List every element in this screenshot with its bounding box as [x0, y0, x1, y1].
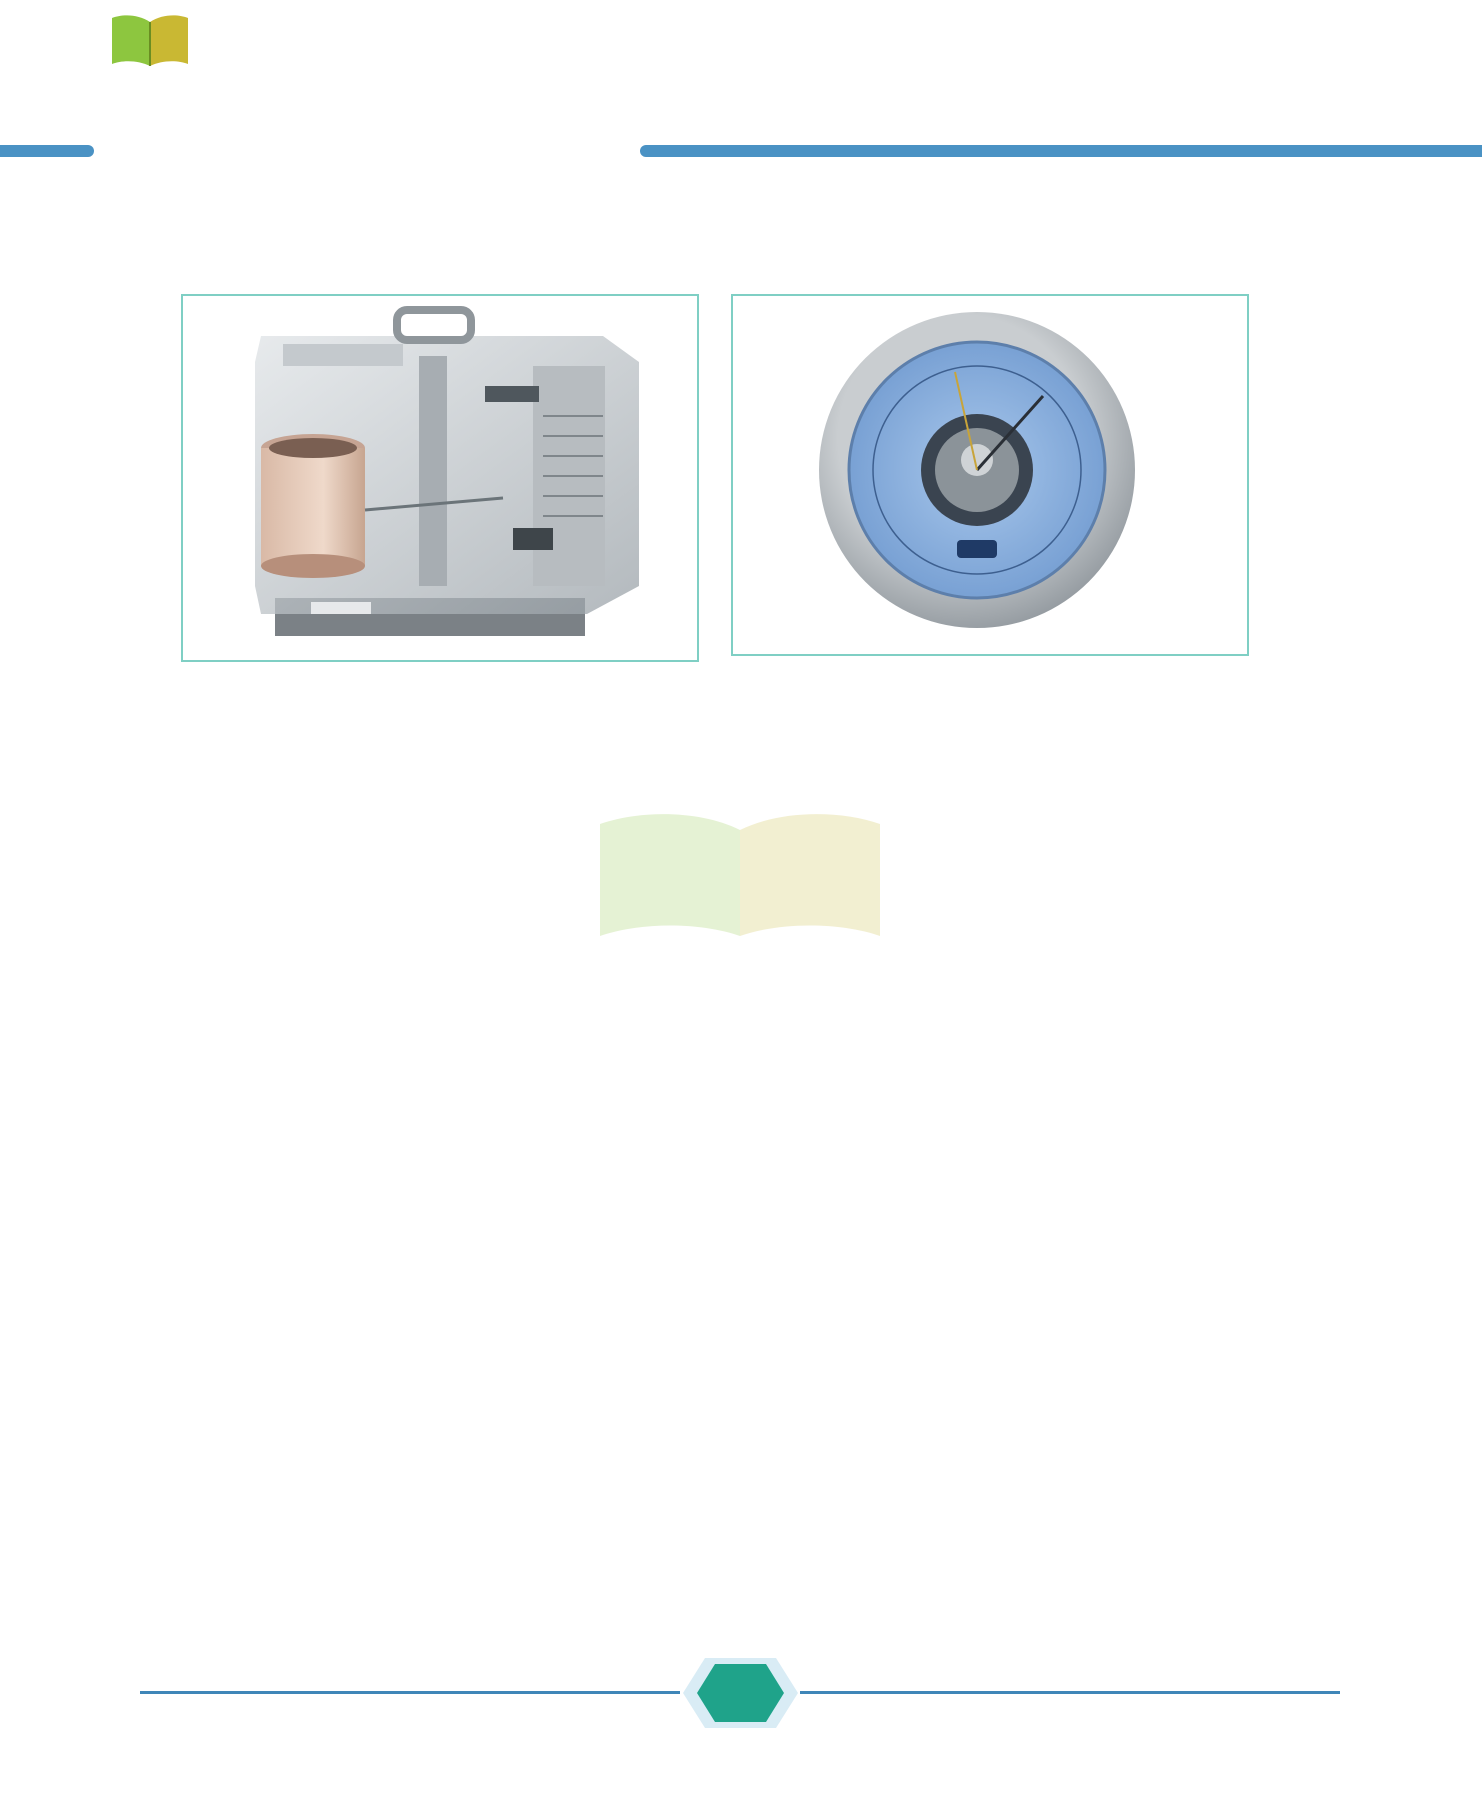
- footer-line-left: [140, 1691, 680, 1694]
- book-icon: [108, 12, 192, 68]
- aneroid-barometer-image: [733, 296, 1247, 654]
- unit-lesson-title: [112, 136, 632, 176]
- header-bar-left: [0, 145, 94, 157]
- barograph-image: [183, 296, 697, 660]
- watermark-book-icon: [490, 810, 990, 940]
- footer-line-right: [800, 1691, 1340, 1694]
- aneroid-barometer-figure: [731, 294, 1249, 656]
- header-bar-right: [640, 145, 1482, 157]
- barograph-figure: [181, 294, 699, 662]
- wajeb-watermark: [490, 810, 990, 990]
- wajeb-logo: [8, 8, 192, 70]
- page-badge-shape: [663, 1648, 818, 1738]
- page-number-badge: [663, 1648, 818, 1738]
